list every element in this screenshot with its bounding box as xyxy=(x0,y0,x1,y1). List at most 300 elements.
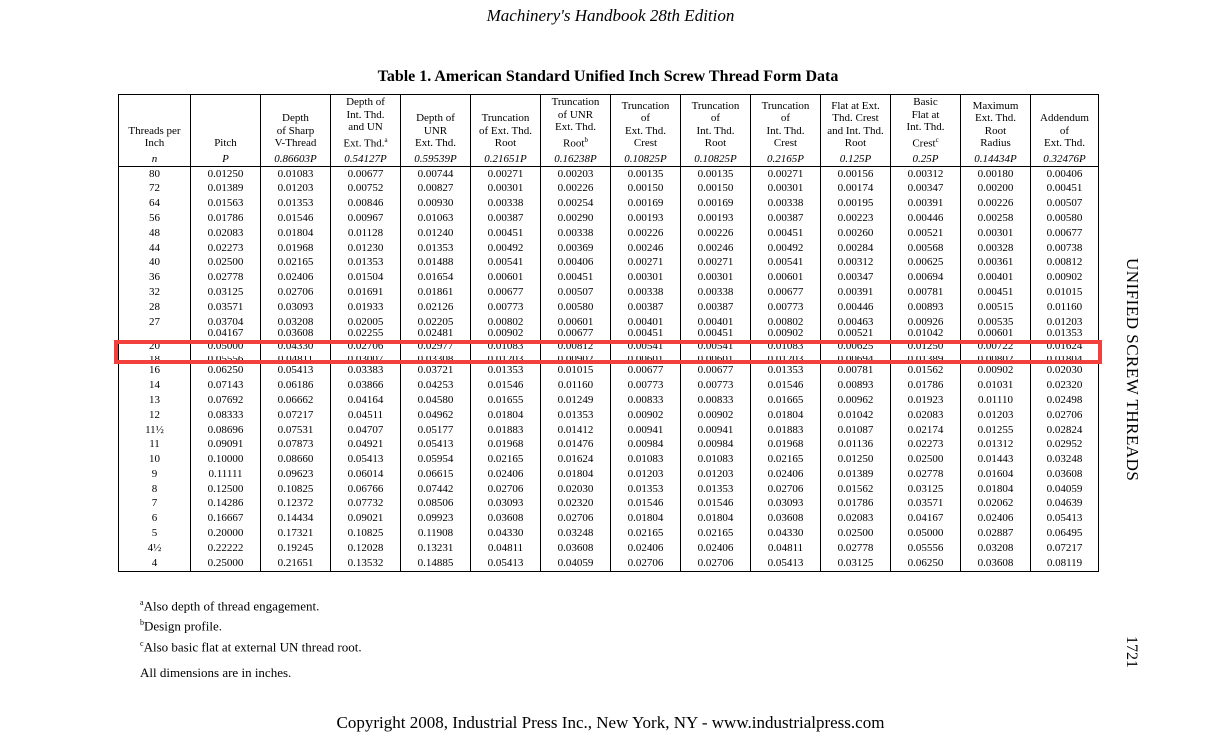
column-header-line: Int. Thd. xyxy=(346,108,385,121)
value-cell: 0.07217 xyxy=(261,408,331,423)
value-cell: 0.00521 xyxy=(821,329,891,336)
column-header-line: and Int. Thd. xyxy=(827,124,884,137)
value-cell: 0.01353 xyxy=(261,196,331,211)
value-cell: 0.01488 xyxy=(401,255,471,270)
threads-per-inch-cell: 16 xyxy=(119,363,191,378)
value-cell: 0.01389 xyxy=(821,467,891,482)
value-cell: 0.00541 xyxy=(471,255,541,270)
formula-cell: 0.86603P xyxy=(261,152,331,167)
threads-per-inch-cell: 6 xyxy=(119,511,191,526)
table-row xyxy=(119,285,1099,300)
value-cell: 0.02030 xyxy=(1031,363,1099,378)
value-cell: 0.19245 xyxy=(261,541,331,556)
table-row xyxy=(119,378,1099,393)
value-cell: 0.04511 xyxy=(331,408,401,423)
value-cell: 0.01203 xyxy=(751,356,821,363)
value-cell: 0.02778 xyxy=(891,467,961,482)
value-cell: 0.00677 xyxy=(331,166,401,181)
value-cell: 0.00347 xyxy=(891,181,961,196)
column-header-line: Inch xyxy=(144,137,165,150)
value-cell: 0.00193 xyxy=(611,211,681,226)
value-cell: 0.00902 xyxy=(541,356,611,363)
column-header xyxy=(401,95,471,152)
value-cell: 0.01160 xyxy=(1031,300,1099,315)
value-cell: 0.01083 xyxy=(471,336,541,356)
value-cell: 0.01203 xyxy=(961,408,1031,423)
value-cell: 0.08119 xyxy=(1031,556,1099,571)
value-cell: 0.05556 xyxy=(191,356,261,363)
value-cell: 0.10825 xyxy=(261,482,331,497)
units-note: All dimensions are in inches. xyxy=(140,664,292,680)
footnotes xyxy=(140,594,362,681)
value-cell: 0.03383 xyxy=(331,363,401,378)
value-cell: 0.00338 xyxy=(751,196,821,211)
column-header-line: Pitch xyxy=(214,137,237,150)
value-cell: 0.00833 xyxy=(681,393,751,408)
formula-cell: 0.32476P xyxy=(1031,152,1099,167)
column-header-line: Crest xyxy=(912,137,936,150)
value-cell: 0.00541 xyxy=(611,336,681,356)
value-cell: 0.00254 xyxy=(541,196,611,211)
value-cell: 0.02778 xyxy=(191,270,261,285)
value-cell: 0.00180 xyxy=(961,166,1031,181)
value-cell: 0.21651 xyxy=(261,556,331,571)
value-cell: 0.00451 xyxy=(961,285,1031,300)
value-cell: 0.00156 xyxy=(821,166,891,181)
table-row-highlighted xyxy=(119,336,1099,356)
value-cell: 0.01476 xyxy=(541,437,611,452)
value-cell: 0.00284 xyxy=(821,241,891,256)
value-cell: 0.00812 xyxy=(1031,255,1099,270)
value-cell: 0.01389 xyxy=(191,181,261,196)
column-header-line: and UN xyxy=(348,121,383,133)
value-cell: 0.00580 xyxy=(1031,211,1099,226)
value-cell: 0.00150 xyxy=(681,181,751,196)
value-cell: 0.02174 xyxy=(891,423,961,438)
value-cell: 0.00226 xyxy=(961,196,1031,211)
column-header xyxy=(751,95,821,152)
value-cell: 0.00271 xyxy=(681,255,751,270)
value-cell: 0.00226 xyxy=(541,181,611,196)
value-cell: 0.03704 xyxy=(191,315,261,330)
column-header-line: of Sharp xyxy=(276,124,315,137)
value-cell: 0.14885 xyxy=(401,556,471,571)
column-header xyxy=(1031,95,1099,152)
table-row xyxy=(119,408,1099,423)
value-cell: 0.01968 xyxy=(751,437,821,452)
value-cell: 0.00391 xyxy=(821,285,891,300)
value-cell: 0.00962 xyxy=(821,393,891,408)
value-cell: 0.07692 xyxy=(191,393,261,408)
value-cell: 0.08696 xyxy=(191,423,261,438)
value-cell: 0.04330 xyxy=(471,526,541,541)
value-cell: 0.02126 xyxy=(401,300,471,315)
value-cell: 0.01786 xyxy=(821,497,891,512)
value-cell: 0.03208 xyxy=(261,315,331,330)
value-cell: 0.01160 xyxy=(541,378,611,393)
value-cell: 0.05177 xyxy=(401,423,471,438)
value-cell: 0.03608 xyxy=(261,329,331,336)
value-cell: 0.05413 xyxy=(471,556,541,571)
value-cell: 0.01063 xyxy=(401,211,471,226)
value-cell: 0.02406 xyxy=(681,541,751,556)
value-cell: 0.01203 xyxy=(261,181,331,196)
value-cell: 0.02320 xyxy=(1031,378,1099,393)
formula-cell: 0.10825P xyxy=(681,152,751,167)
threads-per-inch-cell: 36 xyxy=(119,270,191,285)
column-header xyxy=(541,95,611,152)
value-cell: 0.12500 xyxy=(191,482,261,497)
value-cell: 0.00984 xyxy=(611,437,681,452)
value-cell: 0.03248 xyxy=(541,526,611,541)
value-cell: 0.01968 xyxy=(261,241,331,256)
table-row xyxy=(119,511,1099,526)
value-cell: 0.00601 xyxy=(611,356,681,363)
value-cell: 0.01562 xyxy=(821,482,891,497)
value-cell: 0.00744 xyxy=(401,166,471,181)
value-cell: 0.03208 xyxy=(961,541,1031,556)
value-cell: 0.00601 xyxy=(961,329,1031,336)
value-cell: 0.01655 xyxy=(471,393,541,408)
value-cell: 0.00338 xyxy=(611,285,681,300)
value-cell: 0.00492 xyxy=(751,241,821,256)
value-cell: 0.00301 xyxy=(961,226,1031,241)
formula-cell: 0.25P xyxy=(891,152,961,167)
value-cell: 0.00387 xyxy=(611,300,681,315)
value-cell: 0.06186 xyxy=(261,378,331,393)
value-cell: 0.05413 xyxy=(261,363,331,378)
threads-per-inch-cell: 11 xyxy=(119,437,191,452)
formula-cell: 0.10825P xyxy=(611,152,681,167)
threads-per-inch-cell: 28 xyxy=(119,300,191,315)
value-cell: 0.02706 xyxy=(1031,408,1099,423)
value-cell: 0.00246 xyxy=(611,241,681,256)
section-side-label: UNIFIED SCREW THREADS xyxy=(1123,258,1142,482)
value-cell: 0.00515 xyxy=(961,300,1031,315)
formula-cell: 0.125P xyxy=(821,152,891,167)
value-cell: 0.14286 xyxy=(191,497,261,512)
value-cell: 0.02706 xyxy=(331,336,401,356)
value-cell: 0.22222 xyxy=(191,541,261,556)
value-cell: 0.01443 xyxy=(961,452,1031,467)
value-cell: 0.02500 xyxy=(191,255,261,270)
value-cell: 0.00568 xyxy=(891,241,961,256)
column-header xyxy=(331,95,401,152)
value-cell: 0.02406 xyxy=(611,541,681,556)
value-cell: 0.00507 xyxy=(541,285,611,300)
value-cell: 0.00246 xyxy=(681,241,751,256)
value-cell: 0.01083 xyxy=(261,166,331,181)
table-row xyxy=(119,363,1099,378)
value-cell: 0.00541 xyxy=(751,255,821,270)
threads-per-inch-cell: 32 xyxy=(119,285,191,300)
value-cell: 0.07442 xyxy=(401,482,471,497)
value-cell: 0.01504 xyxy=(331,270,401,285)
threads-per-inch-cell: 40 xyxy=(119,255,191,270)
value-cell: 0.00301 xyxy=(751,181,821,196)
column-header-line: Threads per xyxy=(128,124,181,137)
column-header-line: Addendum xyxy=(1040,112,1089,125)
column-header-line: Basic xyxy=(913,96,938,108)
value-cell: 0.01412 xyxy=(541,423,611,438)
value-cell: 0.00521 xyxy=(891,226,961,241)
threads-per-inch-cell: 7 xyxy=(119,497,191,512)
value-cell: 0.00802 xyxy=(961,356,1031,363)
value-cell: 0.00451 xyxy=(471,226,541,241)
column-header-line: Truncation xyxy=(551,96,600,108)
column-header-line: Int. Thd. xyxy=(696,124,735,137)
value-cell: 0.00301 xyxy=(471,181,541,196)
table-row xyxy=(119,270,1099,285)
value-cell: 0.00200 xyxy=(961,181,1031,196)
value-cell: 0.01861 xyxy=(401,285,471,300)
value-cell: 0.00226 xyxy=(611,226,681,241)
value-cell: 0.01136 xyxy=(821,437,891,452)
value-cell: 0.05000 xyxy=(891,526,961,541)
column-header xyxy=(261,95,331,152)
value-cell: 0.02406 xyxy=(261,270,331,285)
value-cell: 0.01804 xyxy=(681,511,751,526)
value-cell: 0.13231 xyxy=(401,541,471,556)
value-cell: 0.01546 xyxy=(611,497,681,512)
value-cell: 0.00401 xyxy=(681,315,751,330)
value-cell: 0.05413 xyxy=(331,452,401,467)
value-cell: 0.00722 xyxy=(961,336,1031,356)
value-cell: 0.01624 xyxy=(1031,336,1099,356)
value-cell: 0.00290 xyxy=(541,211,611,226)
table-row xyxy=(119,226,1099,241)
threads-per-inch-cell: 13 xyxy=(119,393,191,408)
value-cell: 0.02406 xyxy=(471,467,541,482)
value-cell: 0.00451 xyxy=(1031,181,1099,196)
value-cell: 0.25000 xyxy=(191,556,261,571)
threads-per-inch-cell: 27 xyxy=(119,315,191,330)
footnote-text: Also basic flat at external UN thread root. xyxy=(143,638,362,654)
value-cell: 0.01786 xyxy=(891,378,961,393)
value-cell: 0.00258 xyxy=(961,211,1031,226)
value-cell: 0.01933 xyxy=(331,300,401,315)
table-row xyxy=(119,541,1099,556)
value-cell: 0.06014 xyxy=(331,467,401,482)
threads-per-inch-cell: 4 xyxy=(119,556,191,571)
value-cell: 0.01015 xyxy=(541,363,611,378)
value-cell: 0.00941 xyxy=(611,423,681,438)
formula-cell: 0.21651P xyxy=(471,152,541,167)
value-cell: 0.00738 xyxy=(1031,241,1099,256)
value-cell: 0.01312 xyxy=(961,437,1031,452)
threads-per-inch-cell: 72 xyxy=(119,181,191,196)
table-row xyxy=(119,437,1099,452)
formula-cell: 0.59539P xyxy=(401,152,471,167)
table-row xyxy=(119,482,1099,497)
value-cell: 0.02706 xyxy=(681,556,751,571)
value-cell: 0.01042 xyxy=(891,329,961,336)
value-cell: 0.00406 xyxy=(1031,166,1099,181)
value-cell: 0.00387 xyxy=(471,211,541,226)
value-cell: 0.01968 xyxy=(471,437,541,452)
value-cell: 0.01883 xyxy=(471,423,541,438)
value-cell: 0.00226 xyxy=(681,226,751,241)
value-cell: 0.13532 xyxy=(331,556,401,571)
value-cell: 0.03308 xyxy=(401,356,471,363)
table-row xyxy=(119,315,1099,330)
value-cell: 0.03125 xyxy=(821,556,891,571)
threads-per-inch-cell: 44 xyxy=(119,241,191,256)
value-cell: 0.01083 xyxy=(681,452,751,467)
value-cell: 0.01804 xyxy=(261,226,331,241)
footnote-a xyxy=(140,594,362,614)
running-header: Machinery's Handbook 28th Edition xyxy=(486,6,735,25)
value-cell: 0.09091 xyxy=(191,437,261,452)
column-header-line: V-Thread xyxy=(274,137,317,150)
value-cell: 0.06495 xyxy=(1031,526,1099,541)
value-cell: 0.00446 xyxy=(821,300,891,315)
value-cell: 0.00401 xyxy=(611,315,681,330)
table-row xyxy=(119,255,1099,270)
value-cell: 0.00893 xyxy=(891,300,961,315)
value-cell: 0.00271 xyxy=(611,255,681,270)
column-header-line: Radius xyxy=(980,137,1011,150)
value-cell: 0.00773 xyxy=(751,300,821,315)
value-cell: 0.09923 xyxy=(401,511,471,526)
value-cell: 0.01804 xyxy=(541,467,611,482)
value-cell: 0.01110 xyxy=(961,393,1031,408)
value-cell: 0.05000 xyxy=(191,336,261,356)
value-cell: 0.03093 xyxy=(261,300,331,315)
formula-cell: 0.2165P xyxy=(751,152,821,167)
value-cell: 0.09021 xyxy=(331,511,401,526)
value-cell: 0.02778 xyxy=(821,541,891,556)
table-row xyxy=(119,526,1099,541)
value-cell: 0.03007 xyxy=(331,356,401,363)
column-header-line: Root xyxy=(984,124,1007,137)
value-cell: 0.00833 xyxy=(611,393,681,408)
column-header xyxy=(891,95,961,152)
column-header-line: Truncation xyxy=(621,99,670,112)
column-header-line: Truncation xyxy=(761,99,810,112)
column-header-line: Root xyxy=(704,137,727,150)
value-cell: 0.00193 xyxy=(681,211,751,226)
value-cell: 0.00827 xyxy=(401,181,471,196)
value-cell: 0.01624 xyxy=(541,452,611,467)
value-cell: 0.02706 xyxy=(751,482,821,497)
value-cell: 0.03608 xyxy=(751,511,821,526)
column-header xyxy=(191,95,261,152)
column-header-line: of xyxy=(710,112,721,125)
column-header xyxy=(681,95,751,152)
copyright-footer: Copyright 2008, Industrial Press Inc., New York, NY - www.industrialpress.com xyxy=(336,713,885,732)
value-cell: 0.00174 xyxy=(821,181,891,196)
threads-per-inch-cell: 56 xyxy=(119,211,191,226)
value-cell: 0.00338 xyxy=(541,226,611,241)
value-cell: 0.01353 xyxy=(751,363,821,378)
value-cell: 0.03093 xyxy=(751,497,821,512)
value-cell: 0.07873 xyxy=(261,437,331,452)
column-header-line: Ext. Thd. xyxy=(624,124,667,137)
column-header-line: Thd. Crest xyxy=(832,112,879,125)
value-cell: 0.03608 xyxy=(471,511,541,526)
value-cell: 0.02706 xyxy=(611,556,681,571)
threads-per-inch-cell xyxy=(119,329,191,336)
value-cell: 0.01654 xyxy=(401,270,471,285)
value-cell: 0.00902 xyxy=(681,408,751,423)
value-cell: 0.00694 xyxy=(891,270,961,285)
value-cell: 0.00135 xyxy=(681,166,751,181)
value-cell: 0.00312 xyxy=(821,255,891,270)
formula-cell: 0.54127P xyxy=(331,152,401,167)
value-cell: 0.01546 xyxy=(751,378,821,393)
value-cell: 0.04811 xyxy=(471,541,541,556)
value-cell: 0.00260 xyxy=(821,226,891,241)
footnote-reference: b xyxy=(584,135,588,144)
value-cell: 0.01691 xyxy=(331,285,401,300)
value-cell: 0.03248 xyxy=(1031,452,1099,467)
value-cell: 0.02406 xyxy=(961,511,1031,526)
value-cell: 0.04059 xyxy=(1031,482,1099,497)
value-cell: 0.00812 xyxy=(541,336,611,356)
value-cell: 0.01804 xyxy=(751,408,821,423)
value-cell: 0.11111 xyxy=(191,467,261,482)
value-cell: 0.00312 xyxy=(891,166,961,181)
value-cell: 0.01923 xyxy=(891,393,961,408)
value-cell: 0.02005 xyxy=(331,315,401,330)
value-cell: 0.00625 xyxy=(821,336,891,356)
value-cell: 0.04330 xyxy=(261,336,331,356)
value-cell: 0.02273 xyxy=(891,437,961,452)
table-row xyxy=(119,393,1099,408)
value-cell: 0.00902 xyxy=(611,408,681,423)
value-cell: 0.00169 xyxy=(681,196,751,211)
value-cell: 0.01804 xyxy=(611,511,681,526)
column-header xyxy=(611,95,681,152)
value-cell: 0.00169 xyxy=(611,196,681,211)
value-cell: 0.04059 xyxy=(541,556,611,571)
column-header-line: Maximum xyxy=(972,99,1019,112)
value-cell: 0.00347 xyxy=(821,270,891,285)
value-cell: 0.00406 xyxy=(541,255,611,270)
value-cell: 0.10825 xyxy=(331,526,401,541)
value-cell: 0.02481 xyxy=(401,329,471,336)
value-cell: 0.00773 xyxy=(611,378,681,393)
threads-per-inch-cell: 5 xyxy=(119,526,191,541)
value-cell: 0.01786 xyxy=(191,211,261,226)
threads-per-inch-cell: 64 xyxy=(119,196,191,211)
threads-per-inch-cell: 8 xyxy=(119,482,191,497)
column-header-line: Root xyxy=(563,137,585,150)
value-cell: 0.01230 xyxy=(331,241,401,256)
value-cell: 0.07531 xyxy=(261,423,331,438)
value-cell: 0.02062 xyxy=(961,497,1031,512)
value-cell: 0.00781 xyxy=(891,285,961,300)
threads-per-inch-cell: 20 xyxy=(119,336,191,356)
table-row-partially-hidden xyxy=(119,356,1099,363)
value-cell: 0.01250 xyxy=(821,452,891,467)
value-cell: 0.00802 xyxy=(471,315,541,330)
value-cell: 0.03608 xyxy=(961,556,1031,571)
value-cell: 0.08506 xyxy=(401,497,471,512)
value-cell: 0.01128 xyxy=(331,226,401,241)
value-cell: 0.03721 xyxy=(401,363,471,378)
value-cell: 0.03571 xyxy=(191,300,261,315)
value-cell: 0.00677 xyxy=(611,363,681,378)
value-cell: 0.02205 xyxy=(401,315,471,330)
value-cell: 0.00451 xyxy=(751,226,821,241)
value-cell: 0.01665 xyxy=(751,393,821,408)
table-row xyxy=(119,556,1099,571)
value-cell: 0.05413 xyxy=(751,556,821,571)
thread-form-table xyxy=(118,94,1099,572)
value-cell: 0.02320 xyxy=(541,497,611,512)
